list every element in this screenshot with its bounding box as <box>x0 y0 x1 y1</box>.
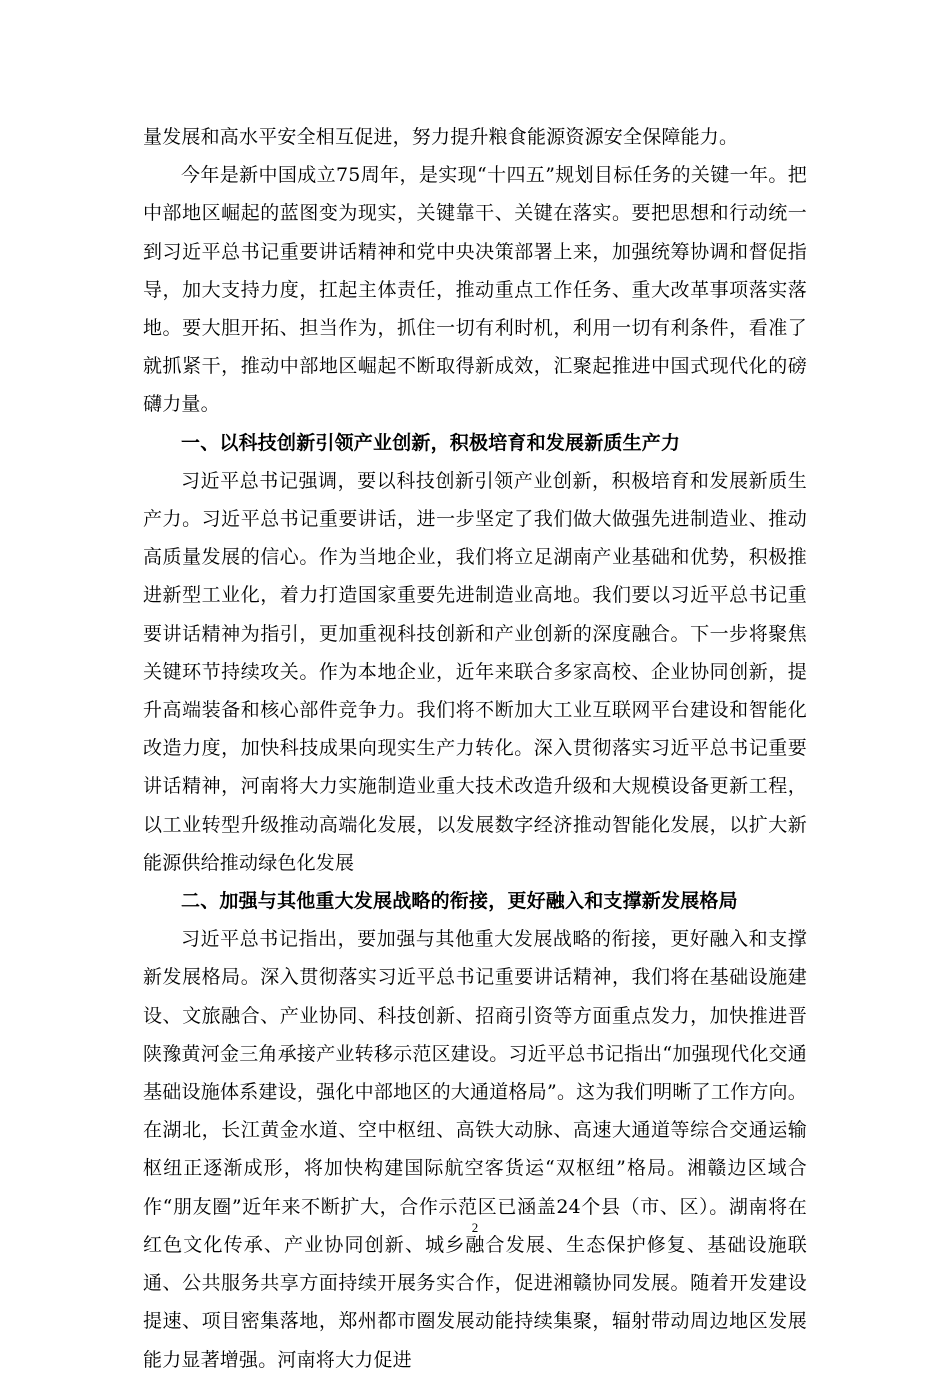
paragraph-strategy-integration: 习近平总书记指出，要加强与其他重大发展战略的衔接，更好融入和支撑新发展格局。深入贯彻落实习近平总书记重要讲话精神，我们将在基础设施建设、文旅融合、产业协同、科技创新、招商引资等方面重点发力，加快推进晋陕豫黄河金三角承接产业转移示范区建设。习近平总书记指出“加强现代化交通基础设施体系建设，强化中部地区的大通道格局”。这为我们明晰了工作方向。在湖北，长江黄金水道、空中枢纽、高铁大动脉、高速大通道等综合交通运输枢纽正逐渐成形，将加快构建国际航空客货运“双枢纽”格局。湘赣边区域合作“朋友圈”近年来不断扩大，合作示范区已涵盖24个县（市、区）。湖南将在红色文化传承、产业协同创新、城乡融合发展、生态保护修复、基础设施联通、公共服务共享方面持续开展务实合作，促进湘赣协同发展。随着开发建设提速、项目密集落地，郑州都市圈发展动能持续集聚，辐射带动周边地区发展能力显著增强。河南将大力促进 <box>143 928 807 1371</box>
document-body <box>143 118 807 1379</box>
paragraph-continuation: 量发展和高水平安全相互促进，努力提升粮食能源资源安全保障能力。 <box>143 126 739 148</box>
paragraph-anniversary: 今年是新中国成立75周年，是实现“十四五”规划目标任务的关键一年。把中部地区崛起的蓝图变为现实，关键靠干、关键在落实。要把思想和行动统一到习近平总书记重要讲话精神和党中央决策部署上来，加强统筹协调和督促指导，加大支持力度，扛起主体责任，推动重点工作任务、重大改革事项落实落地。要大胆开拓、担当作为，抓住一切有利时机，利用一切有利条件，看准了就抓紧干，推动中部地区崛起不断取得新成效，汇聚起推进中国式现代化的磅礴力量。 <box>143 164 807 416</box>
paragraph-tech-innovation: 习近平总书记强调，要以科技创新引领产业创新，积极培育和发展新质生产力。习近平总书记重要讲话，进一步坚定了我们做大做强先进制造业、推动高质量发展的信心。作为当地企业，我们将立足湖南产业基础和优势，积极推进新型工业化，着力打造国家重要先进制造业高地。我们要以习近平总书记重要讲话精神为指引，更加重视科技创新和产业创新的深度融合。下一步将聚焦关键环节持续攻关。作为本地企业，近年来联合多家高校、企业协同创新，提升高端装备和核心部件竞争力。我们将不断加大工业互联网平台建设和智能化改造力度，加快科技成果向现实生产力转化。深入贯彻落实习近平总书记重要讲话精神，河南将大力实施制造业重大技术改造升级和大规模设备更新工程，以工业转型升级推动高端化发展，以发展数字经济推动智能化发展，以扩大新能源供给推动绿色化发展 <box>143 469 807 874</box>
section-heading-1: 一、以科技创新引领产业创新，积极培育和发展新质生产力 <box>181 431 681 454</box>
section-heading-2: 二、加强与其他重大发展战略的衔接，更好融入和支撑新发展格局 <box>181 890 738 913</box>
page-number: 2 <box>471 1220 479 1235</box>
